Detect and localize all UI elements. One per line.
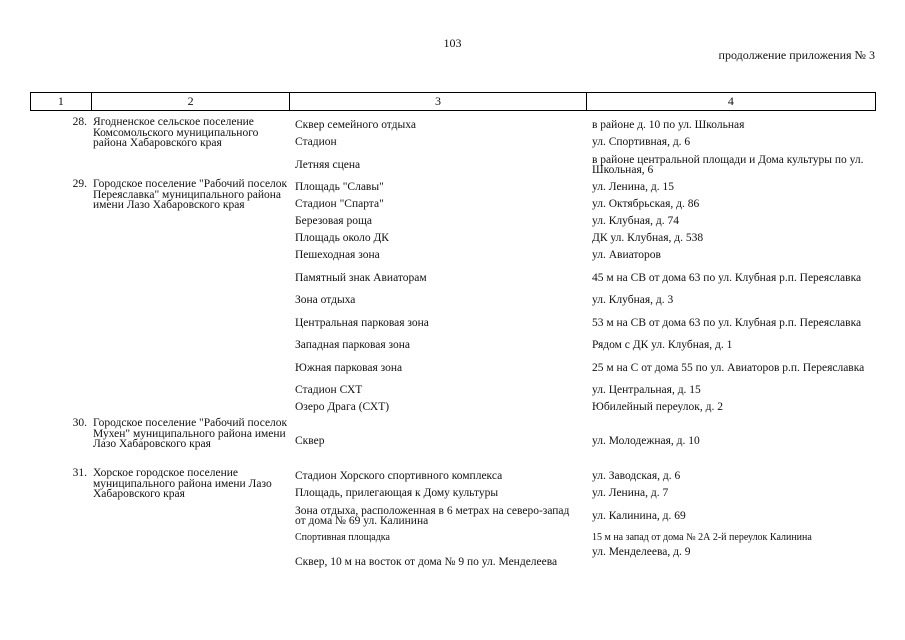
table-row	[290, 468, 876, 485]
table-row	[290, 399, 876, 416]
object-name: Южная парковая зона	[295, 361, 403, 374]
object-name: Зона отдыха, расположенная в 6 метрах на северо-запад от дома № 69 ул. Калинина	[295, 504, 570, 527]
object-address: ул. Ленина, д. 7	[592, 487, 669, 500]
object-address: 45 м на СВ от дома 63 по ул. Клубная р.п. Переяславка	[592, 271, 862, 284]
object-name: Сквер, 10 м на восток от дома № 9 по ул. Менделеева	[295, 556, 558, 568]
group-rows	[290, 468, 876, 583]
object-address: ДК ул. Клубная, д. 538	[592, 232, 704, 245]
table-row	[290, 354, 876, 382]
object-address: ул. Ленина, д. 15	[592, 181, 674, 194]
table-row	[290, 337, 876, 354]
table-row	[290, 213, 876, 230]
object-address: Юбилейный переулок, д. 2	[592, 401, 723, 414]
group-rows	[290, 117, 876, 179]
table-body	[30, 117, 876, 583]
table-row	[290, 309, 876, 337]
object-address: 15 м на запад от дома № 2А 2-й переулок Калинина	[592, 532, 812, 544]
table-row	[290, 117, 876, 134]
table-row	[290, 547, 876, 583]
object-name: Озеро Драга (СХТ)	[295, 401, 390, 414]
object-name: Сквер	[295, 434, 325, 447]
continuation-note: продолжение приложения № 3	[718, 48, 875, 62]
table-row	[290, 530, 876, 547]
header-col-2: 2	[92, 93, 291, 110]
municipality-name: Городское поселение "Рабочий поселок Переяславка" муниципального района имени Лазо Хабаровского края	[93, 178, 288, 211]
table-row	[290, 247, 876, 264]
object-name: Стадион "Спарта"	[295, 198, 384, 211]
object-name: Сквер семейного отдыха	[295, 119, 416, 132]
group-number: 29.	[72, 178, 87, 190]
group-rows	[290, 179, 876, 416]
table-group	[30, 468, 876, 583]
object-address: в районе д. 10 по ул. Школьная	[592, 119, 745, 132]
table-row	[290, 418, 876, 464]
object-address: Рядом с ДК ул. Клубная, д. 1	[592, 339, 733, 352]
table-row	[290, 134, 876, 151]
object-name: Спортивная площадка	[295, 532, 390, 544]
object-address: ул. Молодежная, д. 10	[592, 434, 700, 447]
object-address: ул. Спортивная, д. 6	[592, 136, 691, 149]
table-row	[290, 196, 876, 213]
object-name: Березовая роща	[295, 215, 372, 228]
table-row	[290, 502, 876, 530]
table-row	[290, 382, 876, 399]
object-name: Пешеходная зона	[295, 249, 380, 262]
table-group	[30, 418, 876, 464]
object-address: ул. Заводская, д. 6	[592, 470, 681, 483]
municipality-name: Городское поселение "Рабочий поселок Мухен" муниципального района имени Лазо Хабаровского края	[93, 417, 288, 450]
object-address: в районе центральной площади и Дома культуры по ул. Школьная, 6	[592, 153, 864, 176]
object-name: Западная парковая зона	[295, 339, 411, 352]
table-row	[290, 485, 876, 502]
table-row	[290, 151, 876, 179]
group-number: 28.	[72, 116, 87, 128]
object-name: Площадь около ДК	[295, 232, 389, 245]
table-group	[30, 117, 876, 179]
object-address: ул. Клубная, д. 74	[592, 215, 679, 228]
object-name: Зона отдыха	[295, 294, 356, 307]
object-name: Летняя сцена	[295, 158, 361, 171]
object-address: ул. Клубная, д. 3	[592, 294, 674, 307]
object-name: Площадь, прилегающая к Дому культуры	[295, 487, 499, 500]
group-number: 30.	[72, 417, 87, 429]
object-address: 25 м на С от дома 55 по ул. Авиаторов р.п. Переяславка	[592, 361, 865, 374]
group-number: 31.	[72, 467, 87, 479]
object-name: Стадион СХТ	[295, 384, 363, 397]
header-col-4: 4	[727, 94, 734, 108]
object-name: Памятный знак Авиаторам	[295, 271, 427, 284]
table-header	[30, 92, 876, 111]
object-address: 53 м на СВ от дома 63 по ул. Клубная р.п. Переяславка	[592, 316, 862, 329]
group-rows	[290, 418, 876, 464]
table-row	[290, 230, 876, 247]
object-address: ул. Калинина, д. 69	[592, 509, 686, 522]
object-name: Центральная парковая зона	[295, 316, 429, 329]
header-col-3: 3	[290, 93, 586, 110]
municipality-name: Хорское городское поселение муниципального района имени Лазо Хабаровского края	[93, 467, 272, 500]
object-name: Стадион	[295, 136, 337, 149]
table-row	[290, 292, 876, 309]
object-address: ул. Центральная, д. 15	[592, 384, 701, 397]
table-row	[290, 264, 876, 292]
table-row	[290, 179, 876, 196]
object-address: ул. Менделеева, д. 9	[592, 546, 691, 558]
object-address: ул. Октябрьская, д. 86	[592, 198, 700, 211]
object-name: Площадь "Славы"	[295, 181, 384, 194]
page-number: 103	[443, 36, 462, 50]
object-address: ул. Авиаторов	[592, 249, 661, 262]
object-name: Стадион Хорского спортивного комплекса	[295, 470, 503, 483]
municipality-name: Ягодненское сельское поселение Комсомольского муниципального района Хабаровского края	[93, 116, 259, 149]
table-group	[30, 179, 876, 416]
header-col-1: 1	[31, 93, 92, 110]
